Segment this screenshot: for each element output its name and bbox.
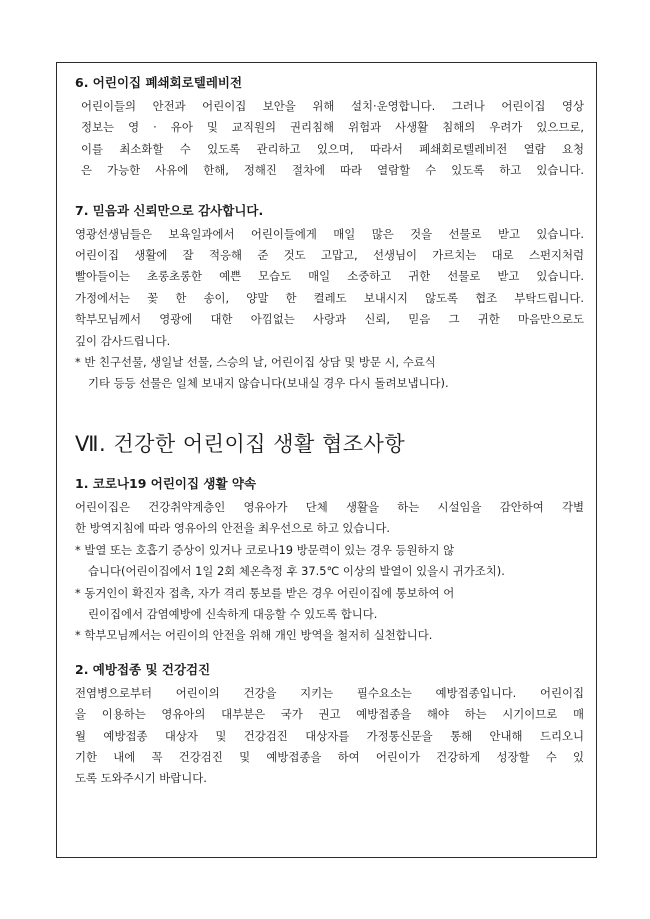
vaccination-line: 을 이용하는 영유아의 대부분은 국가 권고 예방접종을 해야 하는 시기이므로 매 xyxy=(75,707,584,722)
vaccination-line: 전염병으로부터 어린이의 건강을 지키는 필수요소는 예방접종입니다. 어린이집 xyxy=(75,685,584,700)
covid-line: 어린이집은 건강취약계층인 영유아가 단체 생활을 하는 시설임을 감안하여 각별 xyxy=(75,499,584,514)
note-line: * 동거인이 확진자 접촉, 자가 격리 통보를 받은 경우 어린이집에 통보하여 어 xyxy=(75,585,455,600)
note-line: 습니다(어린이집에서 1일 2회 체온측정 후 37.5℃ 이상의 발열이 있을시 귀가조치). xyxy=(88,564,505,579)
note-line: 기타 등등 선물은 일체 보내지 않습니다(보내실 경우 다시 돌려보냅니다). xyxy=(88,376,449,391)
note-line: * 학부모님께서는 어린이의 안전을 위해 개인 방역을 철저히 실천합니다. xyxy=(75,628,433,643)
covid-section-title: 1. 코로나19 어린이집 생활 약속 xyxy=(75,475,257,491)
section-6-title: 6. 어린이집 폐쇄회로텔레비전 xyxy=(75,75,243,90)
note-line: 린이집에서 감염예방에 신속하게 대응할 수 있도록 합니다. xyxy=(88,606,378,621)
section-7-line: 학부모님께서 영광에 대한 아낌없는 사랑과 신뢰, 믿음 그 귀한 마음만으로도 xyxy=(75,312,584,327)
section-6-body xyxy=(75,96,584,182)
section-7-line: 영광선생님들은 보육일과에서 어린이들에게 매일 많은 것을 선물로 받고 있습니다. xyxy=(75,226,584,241)
section-6-line: 어린이들의 안전과 어린이집 보안을 위해 설치·운영합니다. 그러나 어린이집 영상 xyxy=(81,99,584,113)
section-7-title: 7. 믿음과 신뢰만으로 감사합니다. xyxy=(75,202,264,218)
covid-note-1 xyxy=(75,540,584,583)
chapter-7-title: Ⅶ. 건강한 어린이집 생활 협조사항 xyxy=(75,431,406,456)
section-7-line: 가정에서는 꽃 한 송이, 양말 한 켤레도 보내시지 않도록 협조 부탁드립니다. xyxy=(75,290,584,305)
section-7-note xyxy=(75,352,584,395)
vaccination-line: 기한 내에 꼭 건강검진 및 예방접종을 하여 어린이가 건강하게 성장할 수 있 xyxy=(75,749,584,764)
vaccination-line: 도록 도와주시기 바랍니다. xyxy=(75,771,207,786)
section-6-line: 정보는 영 · 유아 및 교직원의 권리침해 위험과 사생활 침해의 우려가 있으므로, xyxy=(81,120,584,135)
covid-note-3 xyxy=(75,625,584,646)
note-line: * 발열 또는 호흡기 증상이 있거나 코로나19 방문력이 있는 경우 등원하지 않 xyxy=(75,542,455,557)
section-6-line: 이를 최소화할 수 있도록 관리하고 있으며, 따라서 폐쇄회로텔레비전 열람 요청 xyxy=(81,141,584,156)
section-7-body xyxy=(75,224,584,352)
vaccination-section-title: 2. 예방접종 및 건강검진 xyxy=(75,661,211,677)
vaccination-line: 월 예방접종 대상자 및 건강검진 대상자를 가정통신문을 통해 안내해 드리오니 xyxy=(75,728,584,743)
vaccination-section-body xyxy=(75,683,584,790)
section-7-line: 깊이 감사드립니다. xyxy=(75,333,171,348)
section-6-line: 은 가능한 사유에 한해, 정해진 절차에 따라 열람할 수 있도록 하고 있습니다. xyxy=(81,163,584,178)
document-frame xyxy=(56,62,597,858)
covid-line: 한 방역지침에 따라 영유아의 안전을 최우선으로 하고 있습니다. xyxy=(75,521,391,536)
covid-note-2 xyxy=(75,583,584,626)
section-7-line: 빨아들이는 초롱초롱한 예쁜 모습도 매일 소중하고 귀한 선물로 받고 있습니다. xyxy=(75,269,584,284)
section-7-line: 어린이집 생활에 잘 적응해 준 것도 고맙고, 선생님이 가르치는 대로 스펀지처럼 xyxy=(75,248,584,263)
note-line: * 반 친구선물, 생일날 선물, 스승의 날, 어린이집 상담 및 방문 시, 수료식 xyxy=(75,355,436,370)
covid-section-body xyxy=(75,497,584,540)
